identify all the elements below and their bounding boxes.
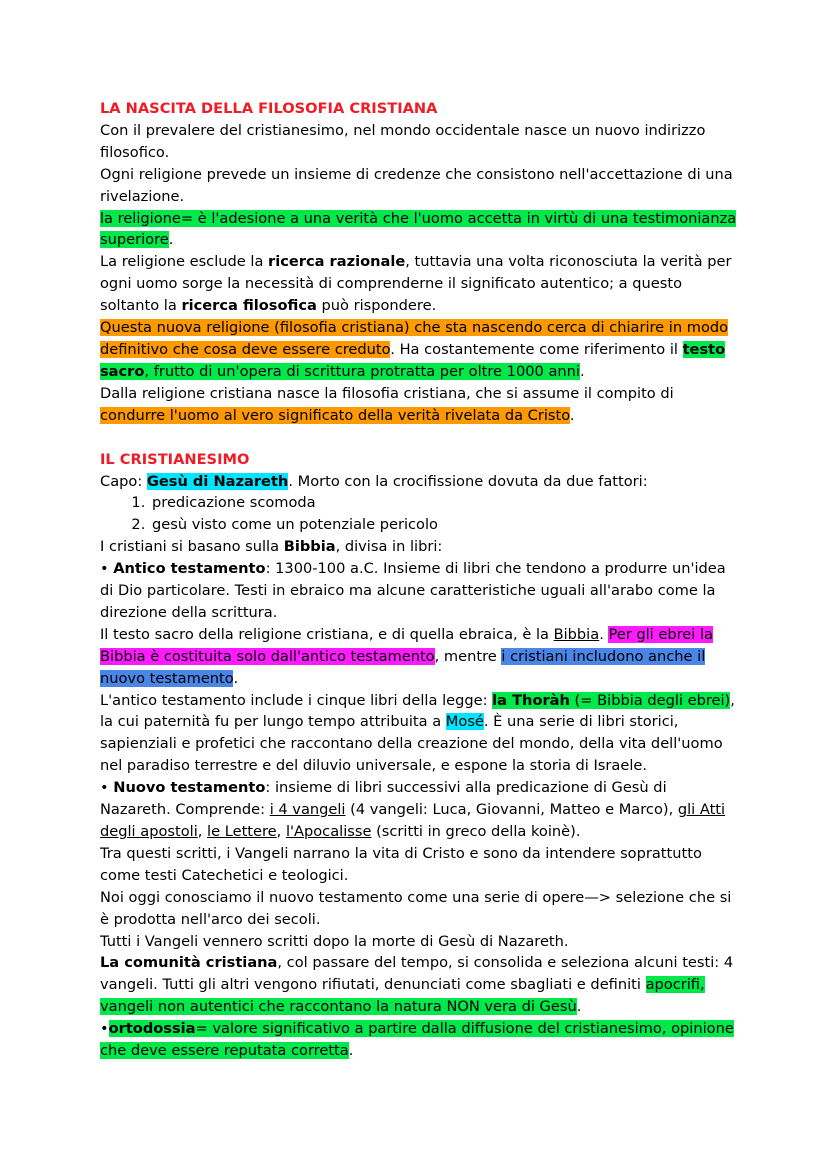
- bold-term: ricerca filosofica: [181, 297, 317, 315]
- highlight-orange: condurre l'uomo al vero significato della verità rivelata da Cristo: [100, 406, 570, 424]
- highlight-cyan-bold: Gesù di Nazareth: [146, 472, 289, 490]
- section-title-nascita: LA NASCITA DELLA FILOSOFIA CRISTIANA: [100, 100, 438, 117]
- bold-term: ricerca razionale: [268, 253, 406, 271]
- paragraph: •ortodossia= valore significativo a partire dalla diffusione del cristianesimo, opinione che deve essere reputata corretta.: [100, 1020, 734, 1060]
- highlight-green-bold: ortodossia: [108, 1020, 196, 1038]
- paragraph: Questa nuova religione (filosofia cristiana) che sta nascendo cerca di chiarire in modo definitivo che cosa deve essere creduto. Ha costantemente come riferimento il testo sacro, frutto di un'opera di scrittura protratta per oltre 1000 anni.: [100, 319, 729, 380]
- highlight-magenta: Per gli ebrei la Bibbia è costituita solo dall'antico testamento: [100, 625, 713, 665]
- highlight-green: , frutto di un'opera di scrittura protratta per oltre 1000 anni: [144, 362, 580, 380]
- bullet: •: [100, 1020, 109, 1038]
- numbered-list: [100, 492, 740, 536]
- highlight-green: apocrifi, vangeli non autentici che raccontano la natura NON vera di Gesù: [100, 976, 705, 1016]
- highlight-green: la religione= è l'adesione a una verità che l'uomo accetta in virtù di una testimonianza superiore: [100, 209, 737, 249]
- highlight-green: (= Bibbia degli ebrei): [569, 691, 731, 709]
- underlined-term: Bibbia: [553, 625, 600, 643]
- bullet: •: [100, 779, 114, 797]
- paragraph: Noi oggi conosciamo il nuovo testamento come una serie di opere—> selezione che si è prodotta nell'arco dei secoli.: [100, 888, 732, 928]
- spacer: [100, 427, 740, 449]
- paragraph: • Antico testamento: 1300-100 a.C. Insieme di libri che tendono a produrre un'idea di Dio particolare. Testi in ebraico ma alcune caratteristiche uguali all'arabo come la direzione della scrittura.: [100, 560, 726, 621]
- paragraph: Con il prevalere del cristianesimo, nel mondo occidentale nasce un nuovo indirizzo filosofico.: [100, 121, 706, 161]
- bullet: •: [100, 560, 114, 578]
- paragraph: L'antico testamento include i cinque libri della legge: la Thoràh (= Bibbia degli ebrei), la cui paternità fu per lungo tempo attribuita a Mosé. È una serie di libri storici, sapienziali e profetici che raccontano della creazione del mondo, della vita dell'uomo nel paradiso terrestre e del diluvio universale, e espone la storia di Israele.: [100, 691, 735, 775]
- bold-term: Nuovo testamento: [113, 779, 266, 797]
- highlight-blue: i cristiani includono anche il nuovo testamento: [100, 647, 706, 687]
- paragraph: Ogni religione prevede un insieme di credenze che consistono nell'accettazione di una rivelazione.: [100, 165, 733, 205]
- list-item: 1. predicazione scomoda: [150, 492, 740, 514]
- section-title-cristianesimo: IL CRISTIANESIMO: [100, 450, 250, 468]
- paragraph: Tutti i Vangeli vennero scritti dopo la morte di Gesù di Nazareth.: [100, 932, 569, 950]
- paragraph: Capo: Gesù di Nazareth. Morto con la crocifissione dovuta da due fattori:: [100, 472, 648, 490]
- list-item: 2. gesù visto come un potenziale pericolo: [150, 514, 740, 536]
- bold-term: Antico testamento: [113, 560, 266, 578]
- bold-term: Bibbia: [283, 538, 336, 556]
- paragraph: La religione esclude la ricerca razionale, tuttavia una volta riconosciuta la verità per ogni uomo sorge la necessità di comprenderne il significato autentico; a questo soltanto la ricerca filosofica può rispondere.: [100, 253, 732, 315]
- highlight-green-bold: testo sacro: [100, 340, 726, 380]
- highlight-orange: Questa nuova religione (filosofia cristiana) che sta nascendo cerca di chiarire in modo definitivo che cosa deve essere creduto: [100, 319, 729, 358]
- highlight-green-bold: la Thoràh: [492, 691, 570, 709]
- paragraph: • Nuovo testamento: insieme di libri successivi alla predicazione di Gesù di Nazareth. Comprende: i 4 vangeli (4 vangeli: Luca, Giovanni, Matteo e Marco), gli Atti degli apostoli, le Lettere, l'Apocalisse (scritti in greco della koinè).: [100, 779, 726, 840]
- underlined-term: i 4 vangeli: [269, 801, 346, 819]
- underlined-term: l'Apocalisse: [285, 823, 372, 840]
- paragraph: La comunità cristiana, col passare del tempo, si consolida e seleziona alcuni testi: 4 vangeli. Tutti gli altri vengono rifiutati, denunciati come sbagliati e definiti apocrifi, vangeli non autentici che raccontano la natura NON vera di Gesù.: [100, 954, 734, 1016]
- paragraph: I cristiani si basano sulla Bibbia, divisa in libri:: [100, 538, 443, 556]
- bold-term: La comunità cristiana: [100, 954, 278, 972]
- highlight-cyan: Mosé: [445, 713, 484, 731]
- paragraph: Tra questi scritti, i Vangeli narrano la vita di Cristo e sono da intendere soprattutto come testi Catechetici e teologici.: [100, 844, 702, 884]
- paragraph: Dalla religione cristiana nasce la filosofia cristiana, che si assume il compito di condurre l'uomo al vero significato della verità rivelata da Cristo.: [100, 384, 674, 424]
- underlined-term: le Lettere: [207, 823, 277, 840]
- document-content: [100, 98, 740, 1062]
- paragraph: Il testo sacro della religione cristiana, e di quella ebraica, è la Bibbia. Per gli ebrei la Bibbia è costituita solo dall'antico testamento, mentre i cristiani includono anche il nuovo testamento.: [100, 625, 713, 687]
- highlight-green: = valore significativo a partire dalla diffusione del cristianesimo, opinione che deve essere reputata corretta: [100, 1020, 734, 1060]
- underlined-term: gli Atti degli apostoli: [100, 801, 726, 840]
- paragraph: la religione= è l'adesione a una verità che l'uomo accetta in virtù di una testimonianza superiore.: [100, 209, 737, 249]
